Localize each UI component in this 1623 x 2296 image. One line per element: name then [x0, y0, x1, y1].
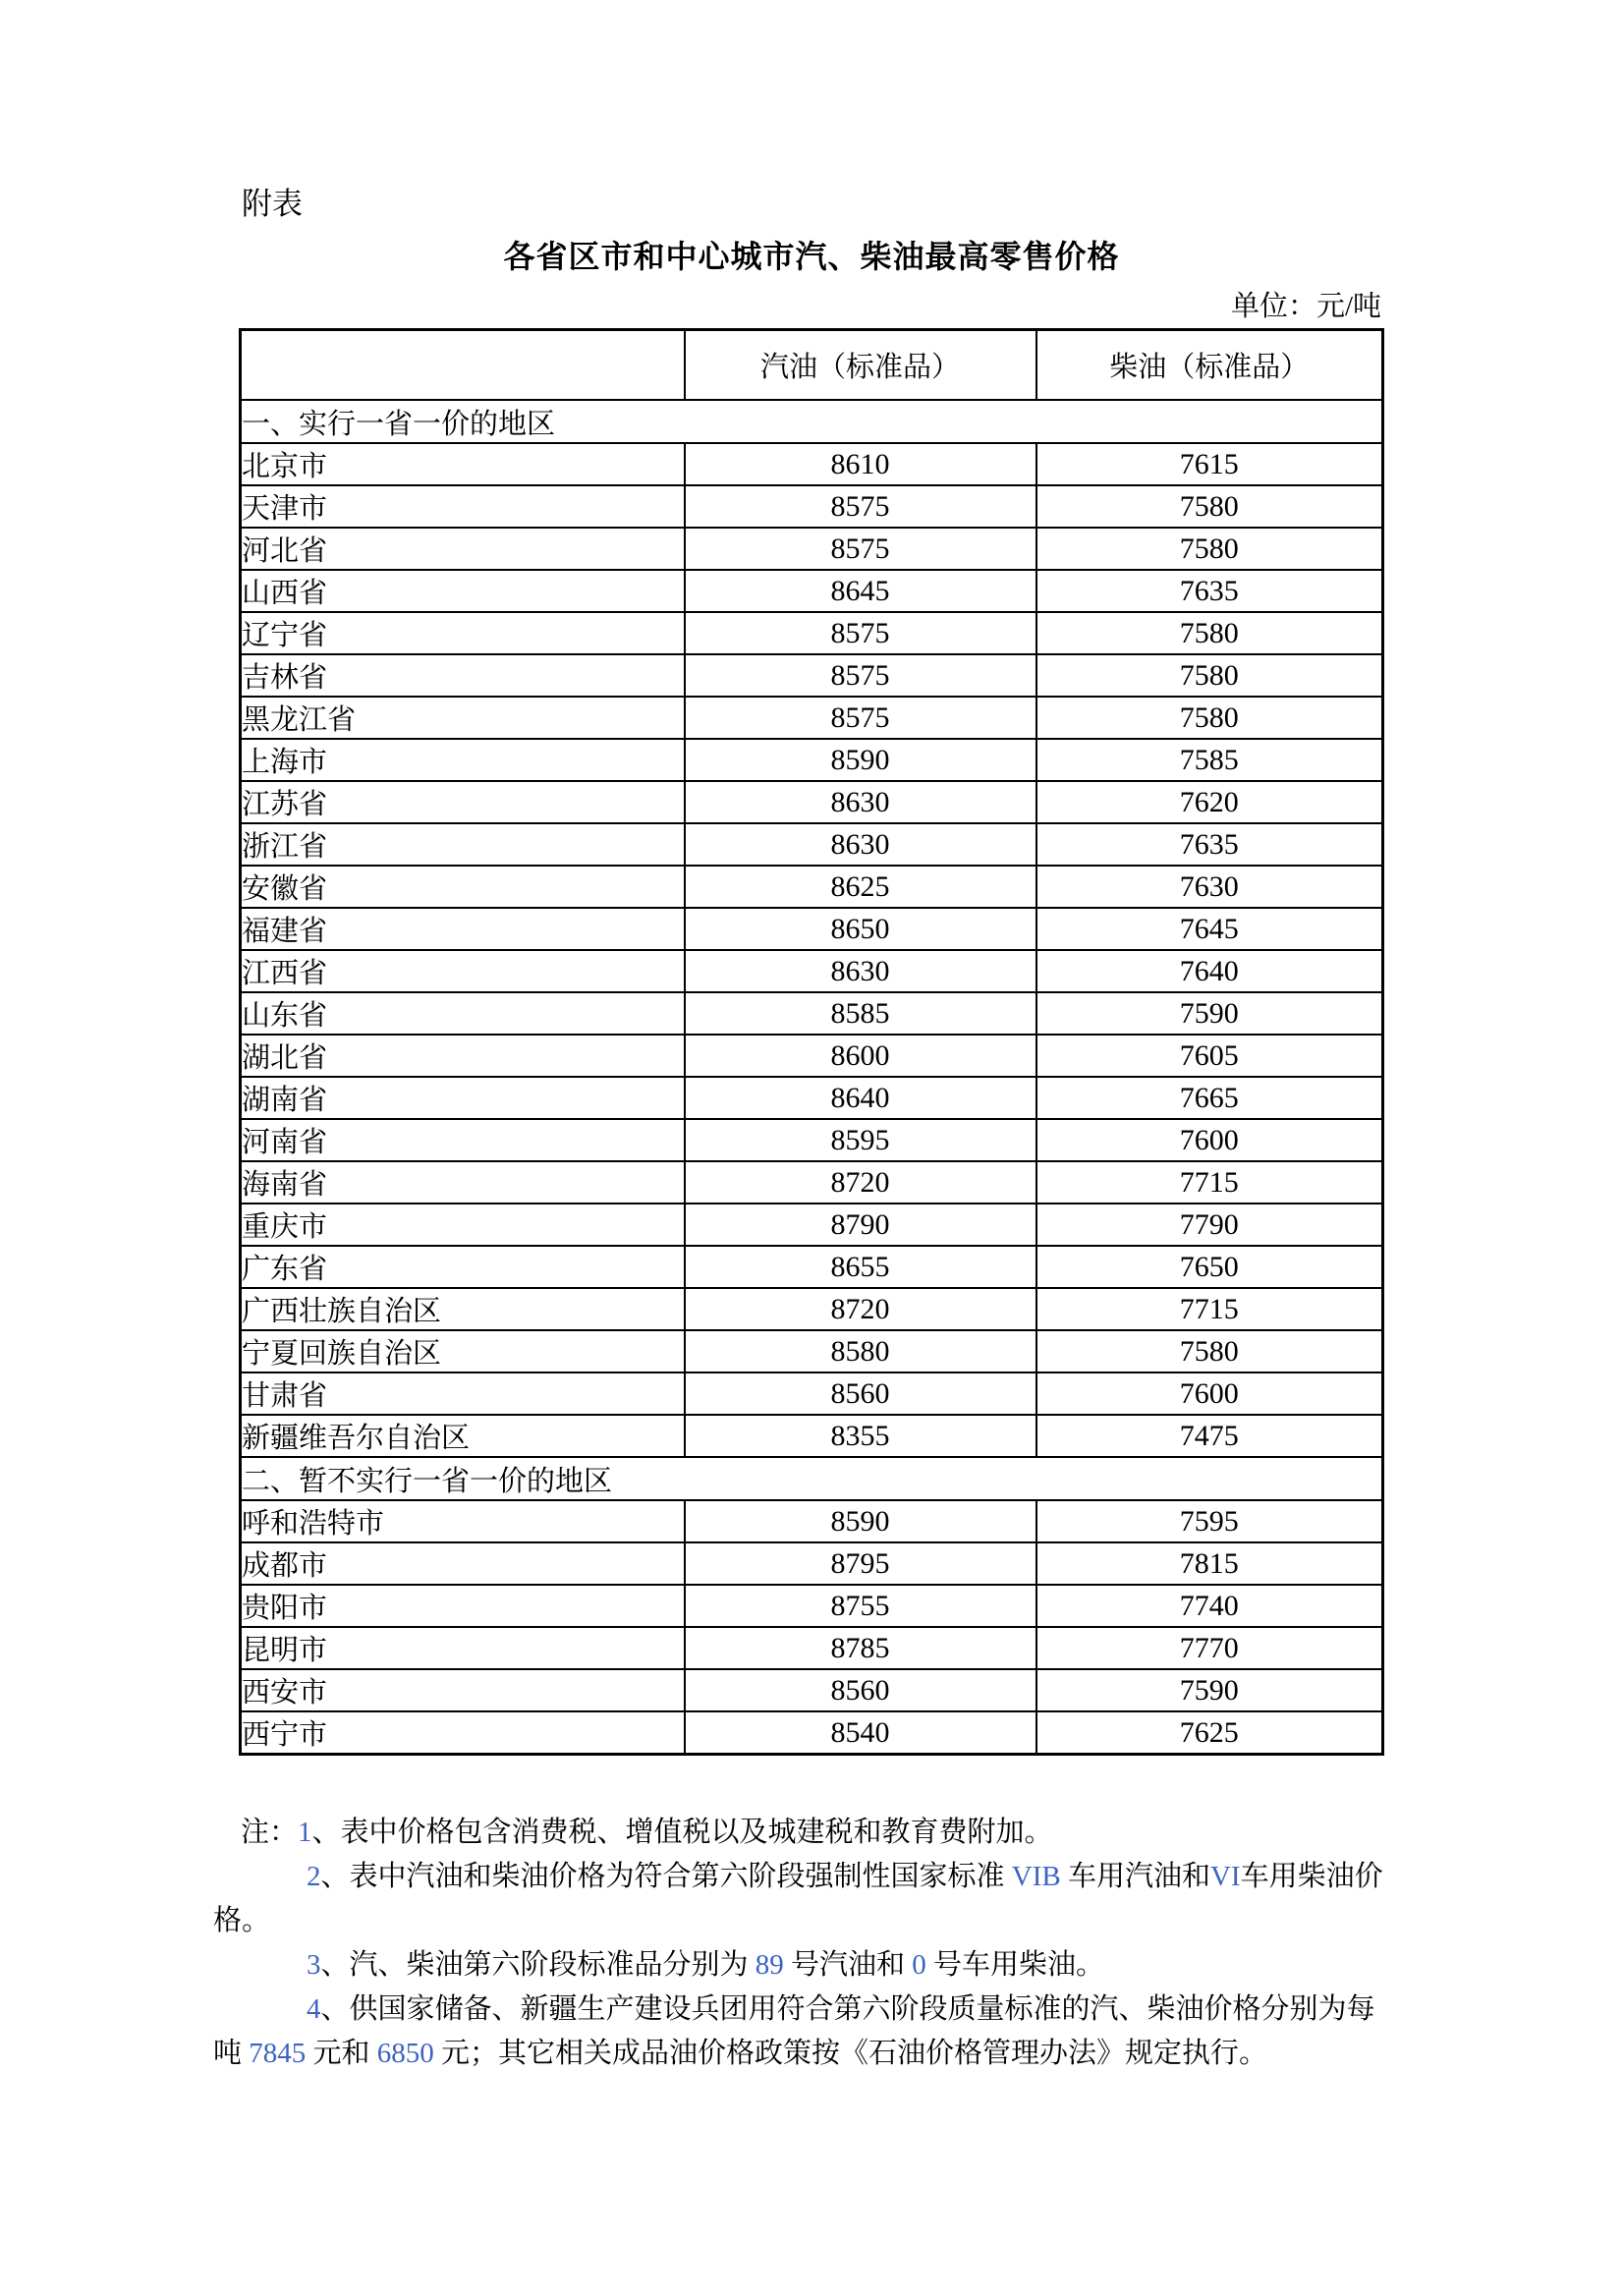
- diesel-price-cell: 7595: [1036, 1500, 1383, 1542]
- table-row: [241, 1077, 1383, 1119]
- note-line: 2、表中汽油和柴油价格为符合第六阶段强制性国家标准 VIB 车用汽油和VI车用柴油价: [307, 1861, 1383, 1892]
- diesel-price-cell: 7580: [1036, 697, 1383, 739]
- gasoline-price-cell: 8650: [685, 908, 1036, 950]
- gasoline-price-cell: 8600: [685, 1035, 1036, 1077]
- table-row: [241, 612, 1383, 654]
- table-row: [241, 1372, 1383, 1415]
- region-cell: 海南省: [241, 1161, 685, 1204]
- region-cell: 广西壮族自治区: [241, 1288, 685, 1330]
- region-cell: 浙江省: [241, 823, 685, 866]
- table-row: [241, 739, 1383, 781]
- region-cell: 福建省: [241, 908, 685, 950]
- unit-label: 单位：元/吨: [1230, 291, 1381, 322]
- gasoline-price-cell: 8720: [685, 1161, 1036, 1204]
- gasoline-price-cell: 8580: [685, 1330, 1036, 1372]
- gasoline-price-cell: 8590: [685, 739, 1036, 781]
- diesel-price-cell: 7635: [1036, 570, 1383, 612]
- table-row: [241, 866, 1383, 908]
- table-row: [241, 781, 1383, 823]
- region-cell: 山东省: [241, 992, 685, 1035]
- note-line: 4、供国家储备、新疆生产建设兵团用符合第六阶段质量标准的汽、柴油价格分别为每: [307, 1993, 1375, 2025]
- section-header-cell: 二、暂不实行一省一价的地区: [241, 1457, 1383, 1500]
- note-number: 3: [307, 1949, 321, 1981]
- diesel-price-cell: 7580: [1036, 1330, 1383, 1372]
- region-cell: 新疆维吾尔自治区: [241, 1415, 685, 1457]
- gasoline-price-cell: 8355: [685, 1415, 1036, 1457]
- gasoline-price-cell: 8630: [685, 781, 1036, 823]
- gasoline-price-cell: 8585: [685, 992, 1036, 1035]
- diesel-price-cell: 7715: [1036, 1288, 1383, 1330]
- table-row: [241, 823, 1383, 866]
- table-row: [241, 443, 1383, 485]
- table-row: [241, 1627, 1383, 1669]
- note-number: 7845: [249, 2038, 307, 2069]
- diesel-price-cell: 7630: [1036, 866, 1383, 908]
- table-row: [241, 1204, 1383, 1246]
- diesel-column-header: 柴油（标准品）: [1036, 330, 1383, 401]
- diesel-price-cell: 7600: [1036, 1119, 1383, 1161]
- gasoline-price-cell: 8790: [685, 1204, 1036, 1246]
- gasoline-price-cell: 8645: [685, 570, 1036, 612]
- gasoline-price-cell: 8795: [685, 1542, 1036, 1585]
- region-cell: 江西省: [241, 950, 685, 992]
- region-cell: 宁夏回族自治区: [241, 1330, 685, 1372]
- gasoline-price-cell: 8720: [685, 1288, 1036, 1330]
- gasoline-price-cell: 8610: [685, 443, 1036, 485]
- appendix-label: 附表: [242, 187, 303, 221]
- region-cell: 安徽省: [241, 866, 685, 908]
- note-number: VI: [1209, 1861, 1241, 1892]
- table-row: [241, 992, 1383, 1035]
- table-row: [241, 1669, 1383, 1711]
- region-cell: 贵阳市: [241, 1585, 685, 1627]
- region-cell: 昆明市: [241, 1627, 685, 1669]
- region-cell: 重庆市: [241, 1204, 685, 1246]
- gasoline-column-header: 汽油（标准品）: [685, 330, 1036, 401]
- region-cell: 湖南省: [241, 1077, 685, 1119]
- diesel-price-cell: 7665: [1036, 1077, 1383, 1119]
- diesel-price-cell: 7635: [1036, 823, 1383, 866]
- table-row: [241, 1585, 1383, 1627]
- gasoline-price-cell: 8590: [685, 1500, 1036, 1542]
- table-row: [241, 654, 1383, 697]
- gasoline-price-cell: 8630: [685, 823, 1036, 866]
- diesel-price-cell: 7590: [1036, 1669, 1383, 1711]
- region-cell: 江苏省: [241, 781, 685, 823]
- region-cell: 甘肃省: [241, 1372, 685, 1415]
- diesel-price-cell: 7770: [1036, 1627, 1383, 1669]
- diesel-price-cell: 7475: [1036, 1415, 1383, 1457]
- note-number: VIB: [1011, 1861, 1061, 1892]
- region-cell: 呼和浩特市: [241, 1500, 685, 1542]
- note-number: 4: [307, 1993, 321, 2025]
- region-cell: 北京市: [241, 443, 685, 485]
- notes: [213, 1811, 1471, 2076]
- gasoline-price-cell: 8630: [685, 950, 1036, 992]
- note-number: 0: [912, 1949, 926, 1981]
- table-row: [241, 908, 1383, 950]
- section-header-row: [241, 1457, 1383, 1500]
- section-header-row: [241, 400, 1383, 443]
- table-row: [241, 1711, 1383, 1755]
- diesel-price-cell: 7580: [1036, 612, 1383, 654]
- diesel-price-cell: 7590: [1036, 992, 1383, 1035]
- table-row: [241, 485, 1383, 528]
- table-row: [241, 1542, 1383, 1585]
- note-line: 注：1、表中价格包含消费税、增值税以及城建税和教育费附加。: [241, 1817, 1053, 1848]
- table-row: [241, 1119, 1383, 1161]
- region-cell: 湖北省: [241, 1035, 685, 1077]
- gasoline-price-cell: 8575: [685, 485, 1036, 528]
- gasoline-price-cell: 8560: [685, 1372, 1036, 1415]
- table-row: [241, 1330, 1383, 1372]
- diesel-price-cell: 7790: [1036, 1204, 1383, 1246]
- diesel-price-cell: 7715: [1036, 1161, 1383, 1204]
- diesel-price-cell: 7625: [1036, 1711, 1383, 1755]
- region-cell: 西安市: [241, 1669, 685, 1711]
- diesel-price-cell: 7640: [1036, 950, 1383, 992]
- gasoline-price-cell: 8785: [685, 1627, 1036, 1669]
- section-header-cell: 一、实行一省一价的地区: [241, 400, 1383, 443]
- note-line: 吨 7845 元和 6850 元；其它相关成品油价格政策按《石油价格管理办法》规定执行。: [213, 2038, 1268, 2069]
- diesel-price-cell: 7650: [1036, 1246, 1383, 1288]
- note-number: 89: [755, 1949, 784, 1981]
- gasoline-price-cell: 8575: [685, 528, 1036, 570]
- table-row: [241, 1035, 1383, 1077]
- gasoline-price-cell: 8595: [685, 1119, 1036, 1161]
- note-number: 2: [307, 1861, 321, 1892]
- gasoline-price-cell: 8540: [685, 1711, 1036, 1755]
- table-row: [241, 1161, 1383, 1204]
- diesel-price-cell: 7605: [1036, 1035, 1383, 1077]
- region-cell: 辽宁省: [241, 612, 685, 654]
- note-number: 1: [298, 1817, 312, 1848]
- gasoline-price-cell: 8755: [685, 1585, 1036, 1627]
- diesel-price-cell: 7740: [1036, 1585, 1383, 1627]
- table-row: [241, 1500, 1383, 1542]
- gasoline-price-cell: 8575: [685, 654, 1036, 697]
- gasoline-price-cell: 8575: [685, 697, 1036, 739]
- diesel-price-cell: 7645: [1036, 908, 1383, 950]
- region-cell: 黑龙江省: [241, 697, 685, 739]
- note-line: 3、汽、柴油第六阶段标准品分别为 89 号汽油和 0 号车用柴油。: [307, 1949, 1105, 1981]
- region-cell: 天津市: [241, 485, 685, 528]
- table-row: [241, 1288, 1383, 1330]
- column-header-row: [241, 330, 1383, 401]
- region-cell: 成都市: [241, 1542, 685, 1585]
- table-row: [241, 697, 1383, 739]
- table-row: [241, 1246, 1383, 1288]
- region-cell: 山西省: [241, 570, 685, 612]
- gasoline-price-cell: 8655: [685, 1246, 1036, 1288]
- diesel-price-cell: 7580: [1036, 485, 1383, 528]
- gasoline-price-cell: 8640: [685, 1077, 1036, 1119]
- diesel-price-cell: 7580: [1036, 654, 1383, 697]
- diesel-price-cell: 7615: [1036, 443, 1383, 485]
- region-cell: 上海市: [241, 739, 685, 781]
- table-row: [241, 528, 1383, 570]
- diesel-price-cell: 7815: [1036, 1542, 1383, 1585]
- gasoline-price-cell: 8560: [685, 1669, 1036, 1711]
- table-row: [241, 1415, 1383, 1457]
- document-title: 各省区市和中心城市汽、柴油最高零售价格: [503, 239, 1120, 274]
- diesel-price-cell: 7580: [1036, 528, 1383, 570]
- note-line: 格。: [213, 1905, 271, 1936]
- gasoline-price-cell: 8625: [685, 866, 1036, 908]
- region-cell: 吉林省: [241, 654, 685, 697]
- diesel-price-cell: 7600: [1036, 1372, 1383, 1415]
- diesel-price-cell: 7585: [1036, 739, 1383, 781]
- region-cell: 西宁市: [241, 1711, 685, 1755]
- table-row: [241, 950, 1383, 992]
- region-column-header: [241, 330, 685, 401]
- diesel-price-cell: 7620: [1036, 781, 1383, 823]
- region-cell: 广东省: [241, 1246, 685, 1288]
- note-number: 6850: [376, 2038, 434, 2069]
- price-table: [239, 328, 1384, 1756]
- region-cell: 河南省: [241, 1119, 685, 1161]
- region-cell: 河北省: [241, 528, 685, 570]
- gasoline-price-cell: 8575: [685, 612, 1036, 654]
- table-row: [241, 570, 1383, 612]
